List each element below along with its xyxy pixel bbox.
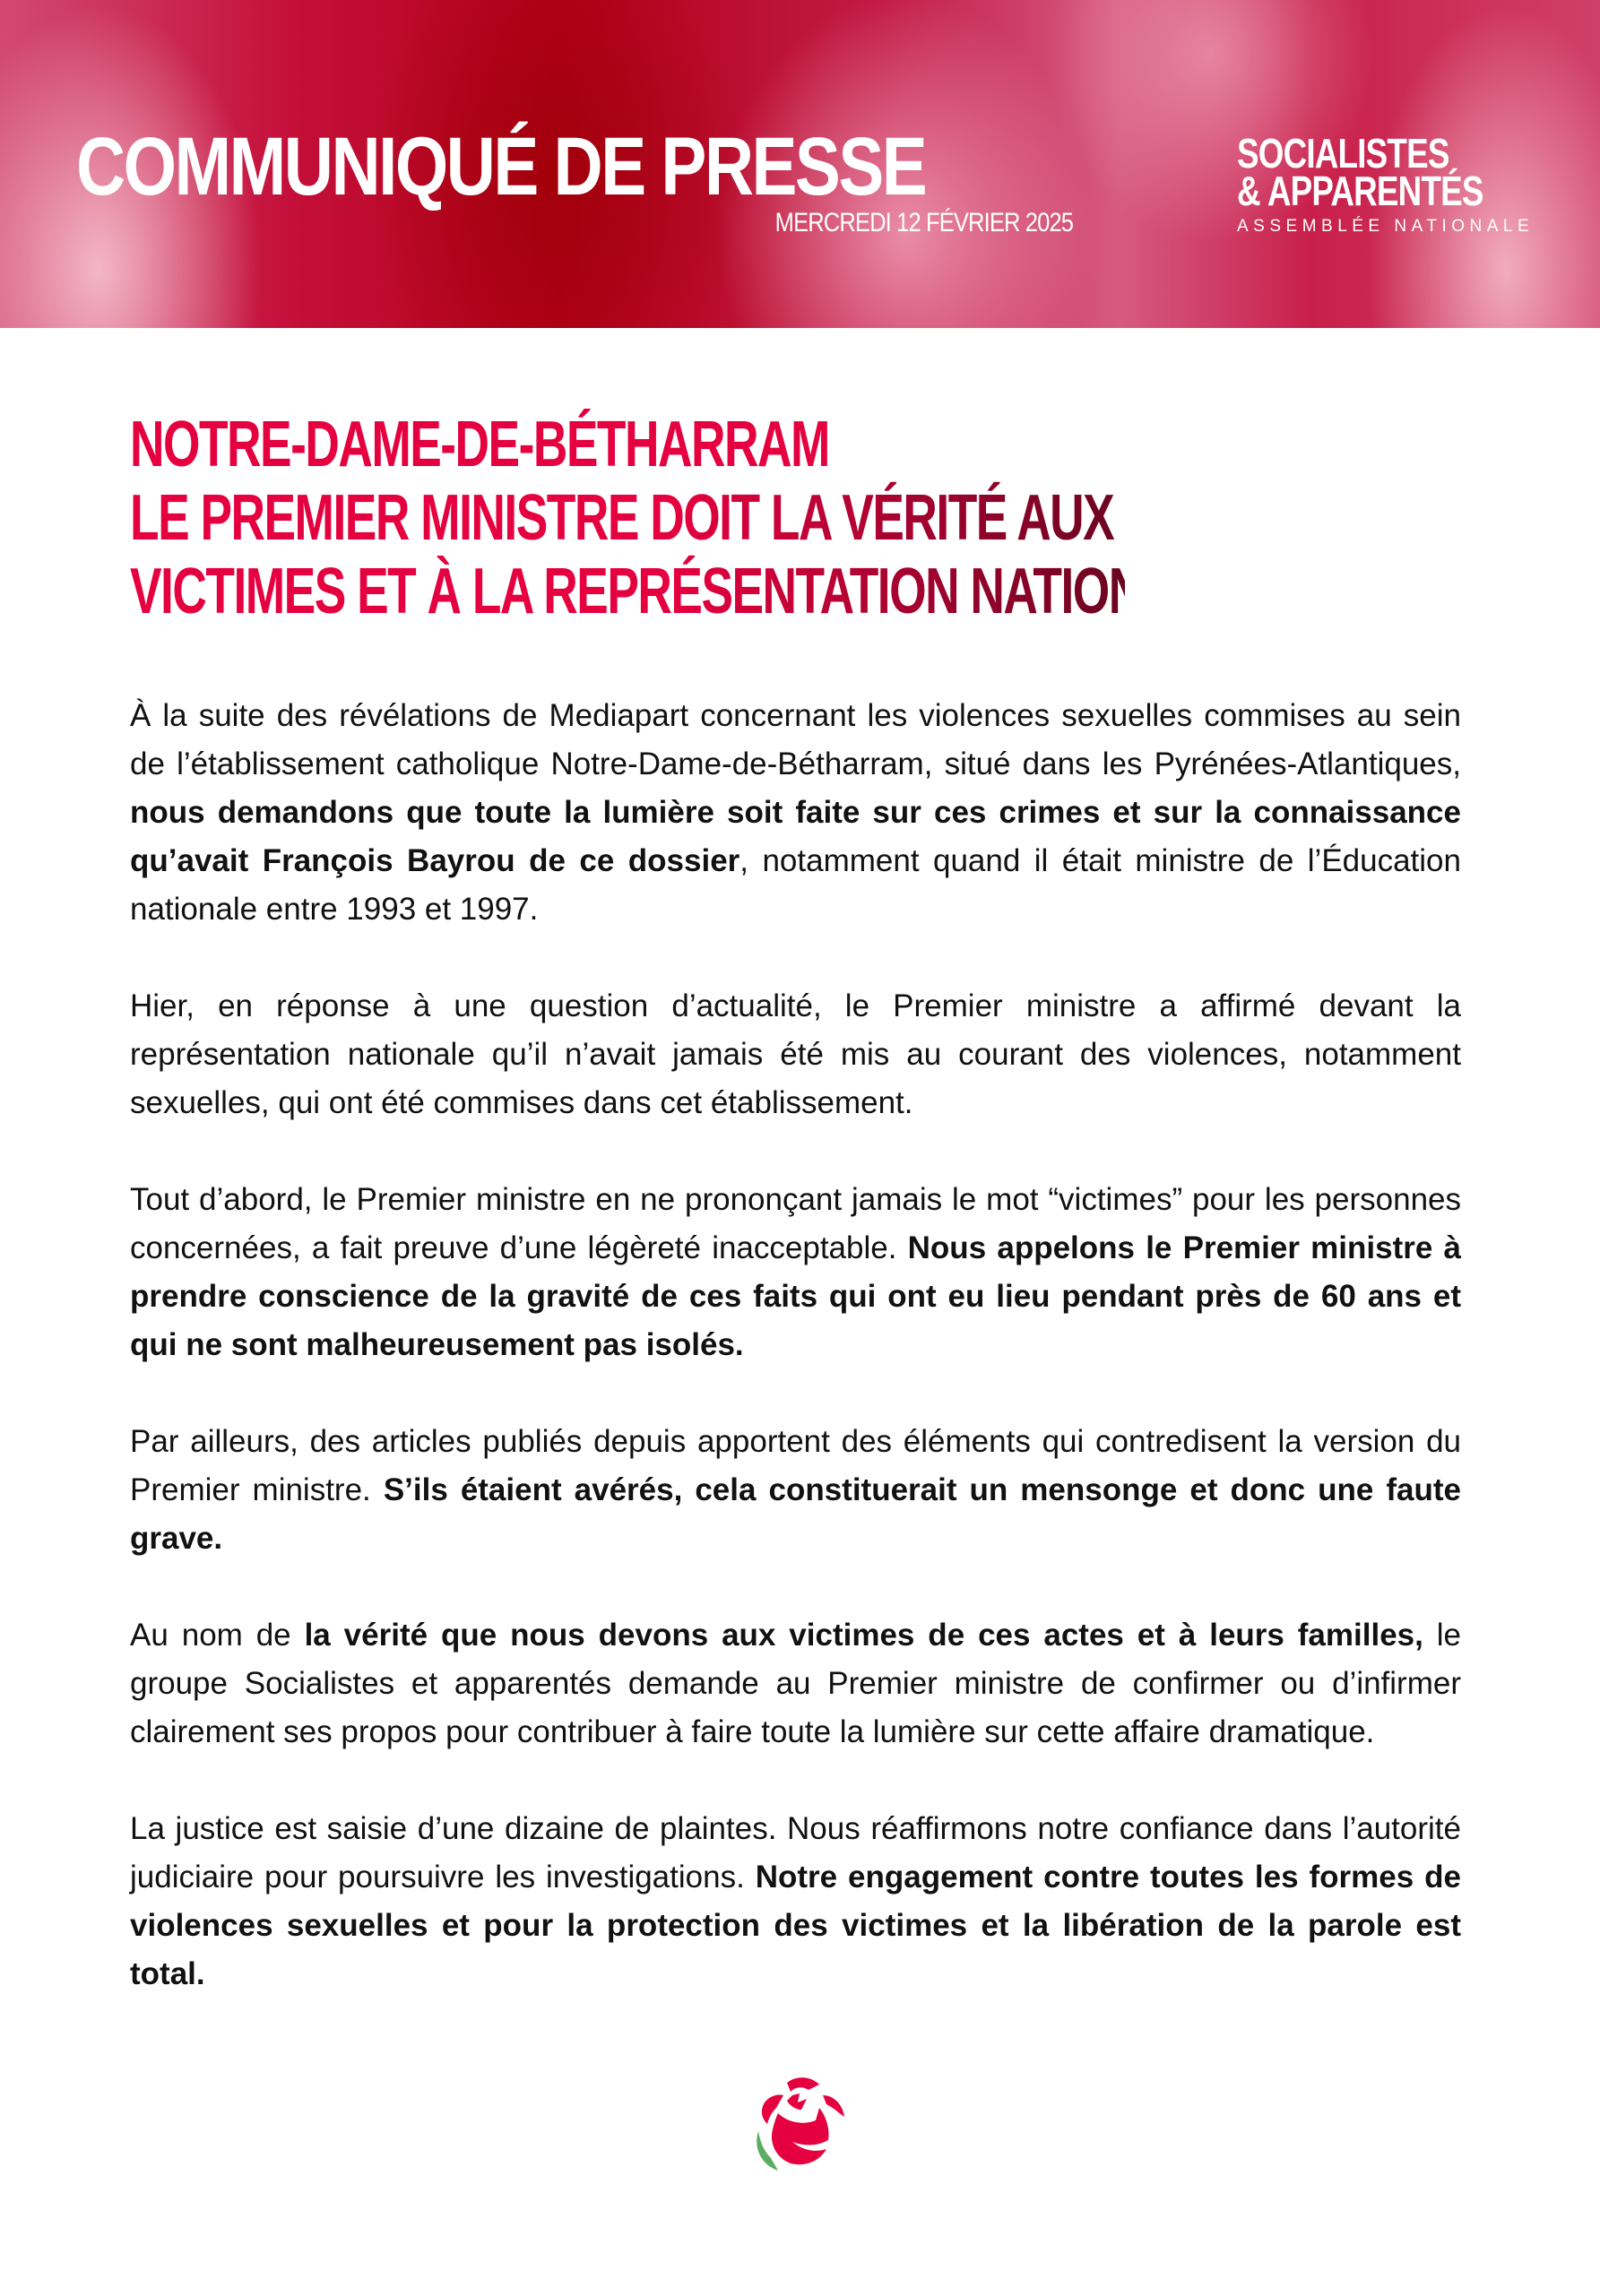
press-release-title: COMMUNIQUÉ DE PRESSE [76,121,926,212]
paragraph [130,1418,1461,1563]
press-release-date: MERCREDI 12 FÉVRIER 2025 [774,208,1073,237]
bold-text: Notre engagement contre toutes les formes de violences sexuelles et pour la protection des victimes et la libération de la parole est total. [130,1860,1461,1991]
headline-line: VICTIMES ET À LA REPRÉSENTATION NATIONALE [130,556,1233,627]
party-logo [1237,130,1535,237]
paragraph [130,1611,1461,1757]
paragraph [130,1176,1461,1369]
text-segment: Par ailleurs, des articles publiés depuis apportent des éléments qui contredisent la version du Premier ministre. [130,1424,1461,1507]
text-segment: Hier, en réponse à une question d’actualité, le Premier ministre a affirmé devant la représentation nationale qu’il n’avait jamais été mis au courant des violences, notamment sexuelles, qui ont été commises dans cet établissement. [130,988,1461,1120]
text-segment: , notamment quand il était ministre de l’Éducation nationale entre 1993 et 1997. [130,843,1461,927]
text-segment: le groupe Socialistes et apparentés demande au Premier ministre de confirmer ou d’infirmer clairement ses propos pour contribuer à faire toute la lumière sur cette affaire dramatique. [130,1618,1462,1749]
text-segment: Tout d’abord, le Premier ministre en ne prononçant jamais le mot “victimes” pour les personnes concernées, a fait preuve d’une légèreté inacceptable. [130,1182,1461,1265]
rose-icon [751,2077,850,2171]
paragraph [130,692,1461,934]
header-banner [0,0,1600,328]
bold-text: Nous appelons le Premier ministre à prendre conscience de la gravité de ces faits qui ont eu lieu pendant près de 60 ans et qui ne sont malheureusement pas isolés. [130,1230,1461,1362]
text-segment: Au nom de [130,1618,305,1653]
logo-line-1: SOCIALISTES [1237,130,1449,177]
paragraph [130,1805,1461,1998]
bold-text: S’ils étaient avérés, cela constituerait un mensonge et donc une faute grave. [130,1472,1461,1556]
text-segment: La justice est saisie d’une dizaine de plaintes. Nous réaffirmons notre confiance dans l’autorité judiciaire pour poursuivre les investigations. [130,1811,1461,1895]
bold-text: nous demandons que toute la lumière soit faite sur ces crimes et sur la connaissance qu’avait François Bayrou de ce dossier [130,795,1461,878]
body-text [130,692,1461,2047]
headline-line: NOTRE-DAME-DE-BÉTHARRAM [130,409,829,480]
paragraph [130,982,1461,1127]
headline-line: LE PREMIER MINISTRE DOIT LA VÉRITÉ AUX [130,481,1125,555]
logo-line-3: ASSEMBLÉE NATIONALE [1237,217,1535,236]
bold-text: la vérité que nous devons aux victimes de ces actes et à leurs familles, [304,1618,1423,1653]
headline [130,408,1475,628]
text-segment: À la suite des révélations de Mediapart concernant les violences sexuelles commises au sein de l’établissement catholique Notre-Dame-de-Bétharram, situé dans les Pyrénées-Atlantiques, [130,698,1461,781]
logo-line-2: & APPARENTÉS [1237,168,1483,214]
